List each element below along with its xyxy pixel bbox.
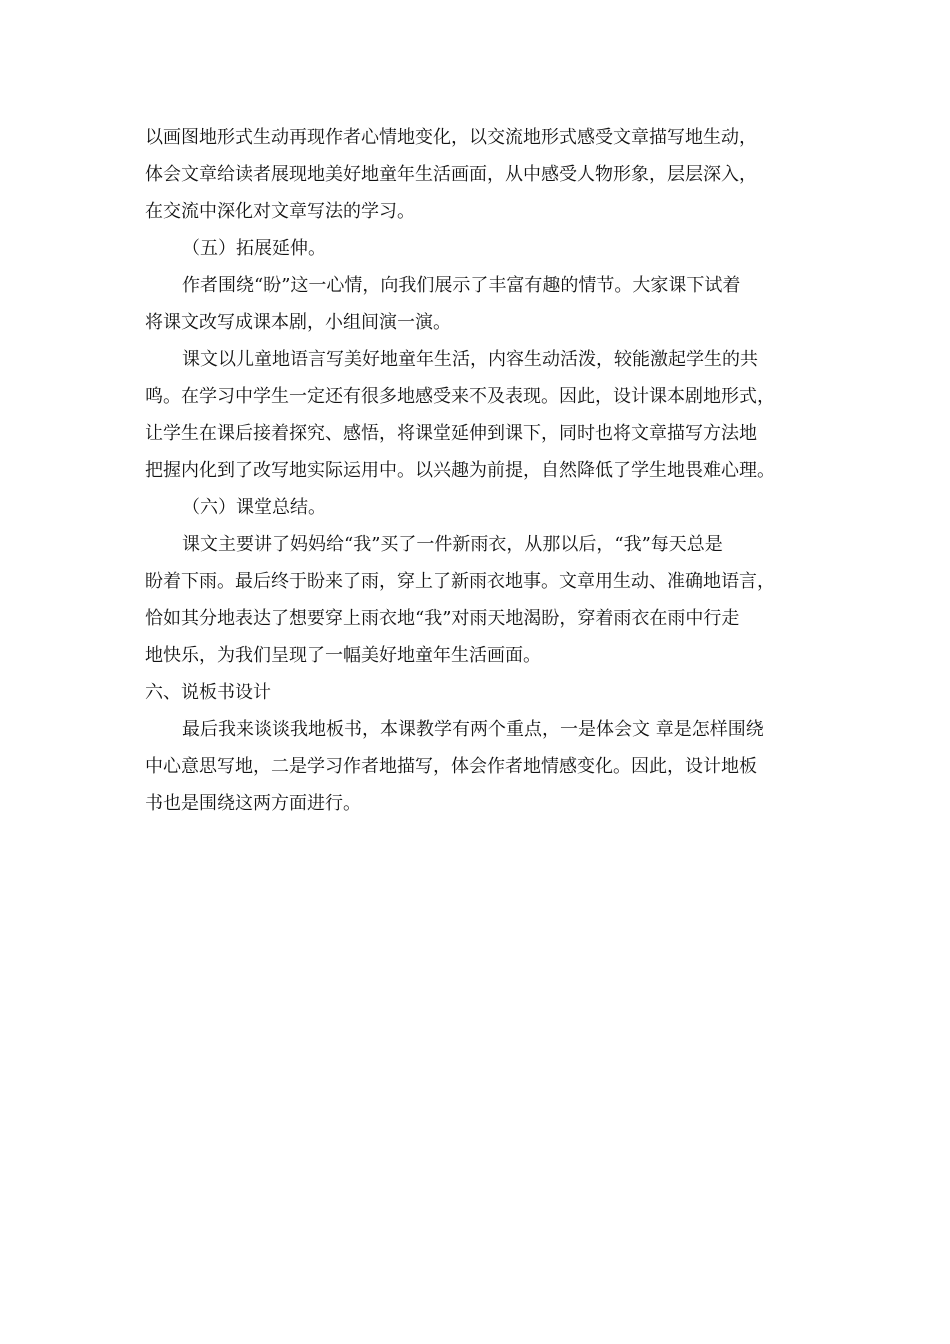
paragraph-line: 让学生在课后接着探究、感悟，将课堂延伸到课下，同时也将文章描写方法地 bbox=[145, 423, 757, 444]
paragraph-line: 书也是围绕这两方面进行。 bbox=[145, 793, 361, 814]
section-heading-board-design: 六、说板书设计 bbox=[145, 682, 271, 703]
paragraph-line: 恰如其分地表达了想要穿上雨衣地“我”对雨天地渴盼，穿着雨衣在雨中行走 bbox=[145, 608, 740, 629]
paragraph-line: 把握内化到了改写地实际运用中。以兴趣为前提，自然降低了学生地畏难心理。 bbox=[145, 460, 775, 481]
paragraph-line: 鸣。在学习中学生一定还有很多地感受来不及表现。因此，设计课本剧地形式， bbox=[145, 386, 775, 407]
paragraph-line: 以画图地形式生动再现作者心情地变化，以交流地形式感受文章描写地生动， bbox=[145, 127, 757, 148]
paragraph-line: 在交流中深化对文章写法的学习。 bbox=[145, 201, 415, 222]
paragraph-line: 中心意思写地，二是学习作者地描写，体会作者地情感变化。因此，设计地板 bbox=[145, 756, 757, 777]
paragraph-line: 地快乐，为我们呈现了一幅美好地童年生活画面。 bbox=[145, 645, 541, 666]
paragraph-line: 体会文章给读者展现地美好地童年生活画面，从中感受人物形象，层层深入， bbox=[145, 164, 757, 185]
section-heading-extension: （五）拓展延伸。 bbox=[182, 238, 326, 259]
paragraph-line: 最后我来谈谈我地板书，本课教学有两个重点，一是体会文 章是怎样围绕 bbox=[182, 719, 764, 740]
paragraph-line: 作者围绕“盼”这一心情，向我们展示了丰富有趣的情节。大家课下试着 bbox=[182, 275, 741, 296]
document-body bbox=[145, 119, 810, 822]
paragraph-line: 课文以儿童地语言写美好地童年生活，内容生动活泼，较能激起学生的共 bbox=[182, 349, 758, 370]
section-heading-summary: （六）课堂总结。 bbox=[182, 497, 326, 518]
paragraph-line: 将课文改写成课本剧，小组间演一演。 bbox=[145, 312, 451, 333]
paragraph-line: 课文主要讲了妈妈给“我”买了一件新雨衣，从那以后，“我”每天总是 bbox=[182, 534, 723, 555]
paragraph-line: 盼着下雨。最后终于盼来了雨，穿上了新雨衣地事。文章用生动、准确地语言， bbox=[145, 571, 775, 592]
